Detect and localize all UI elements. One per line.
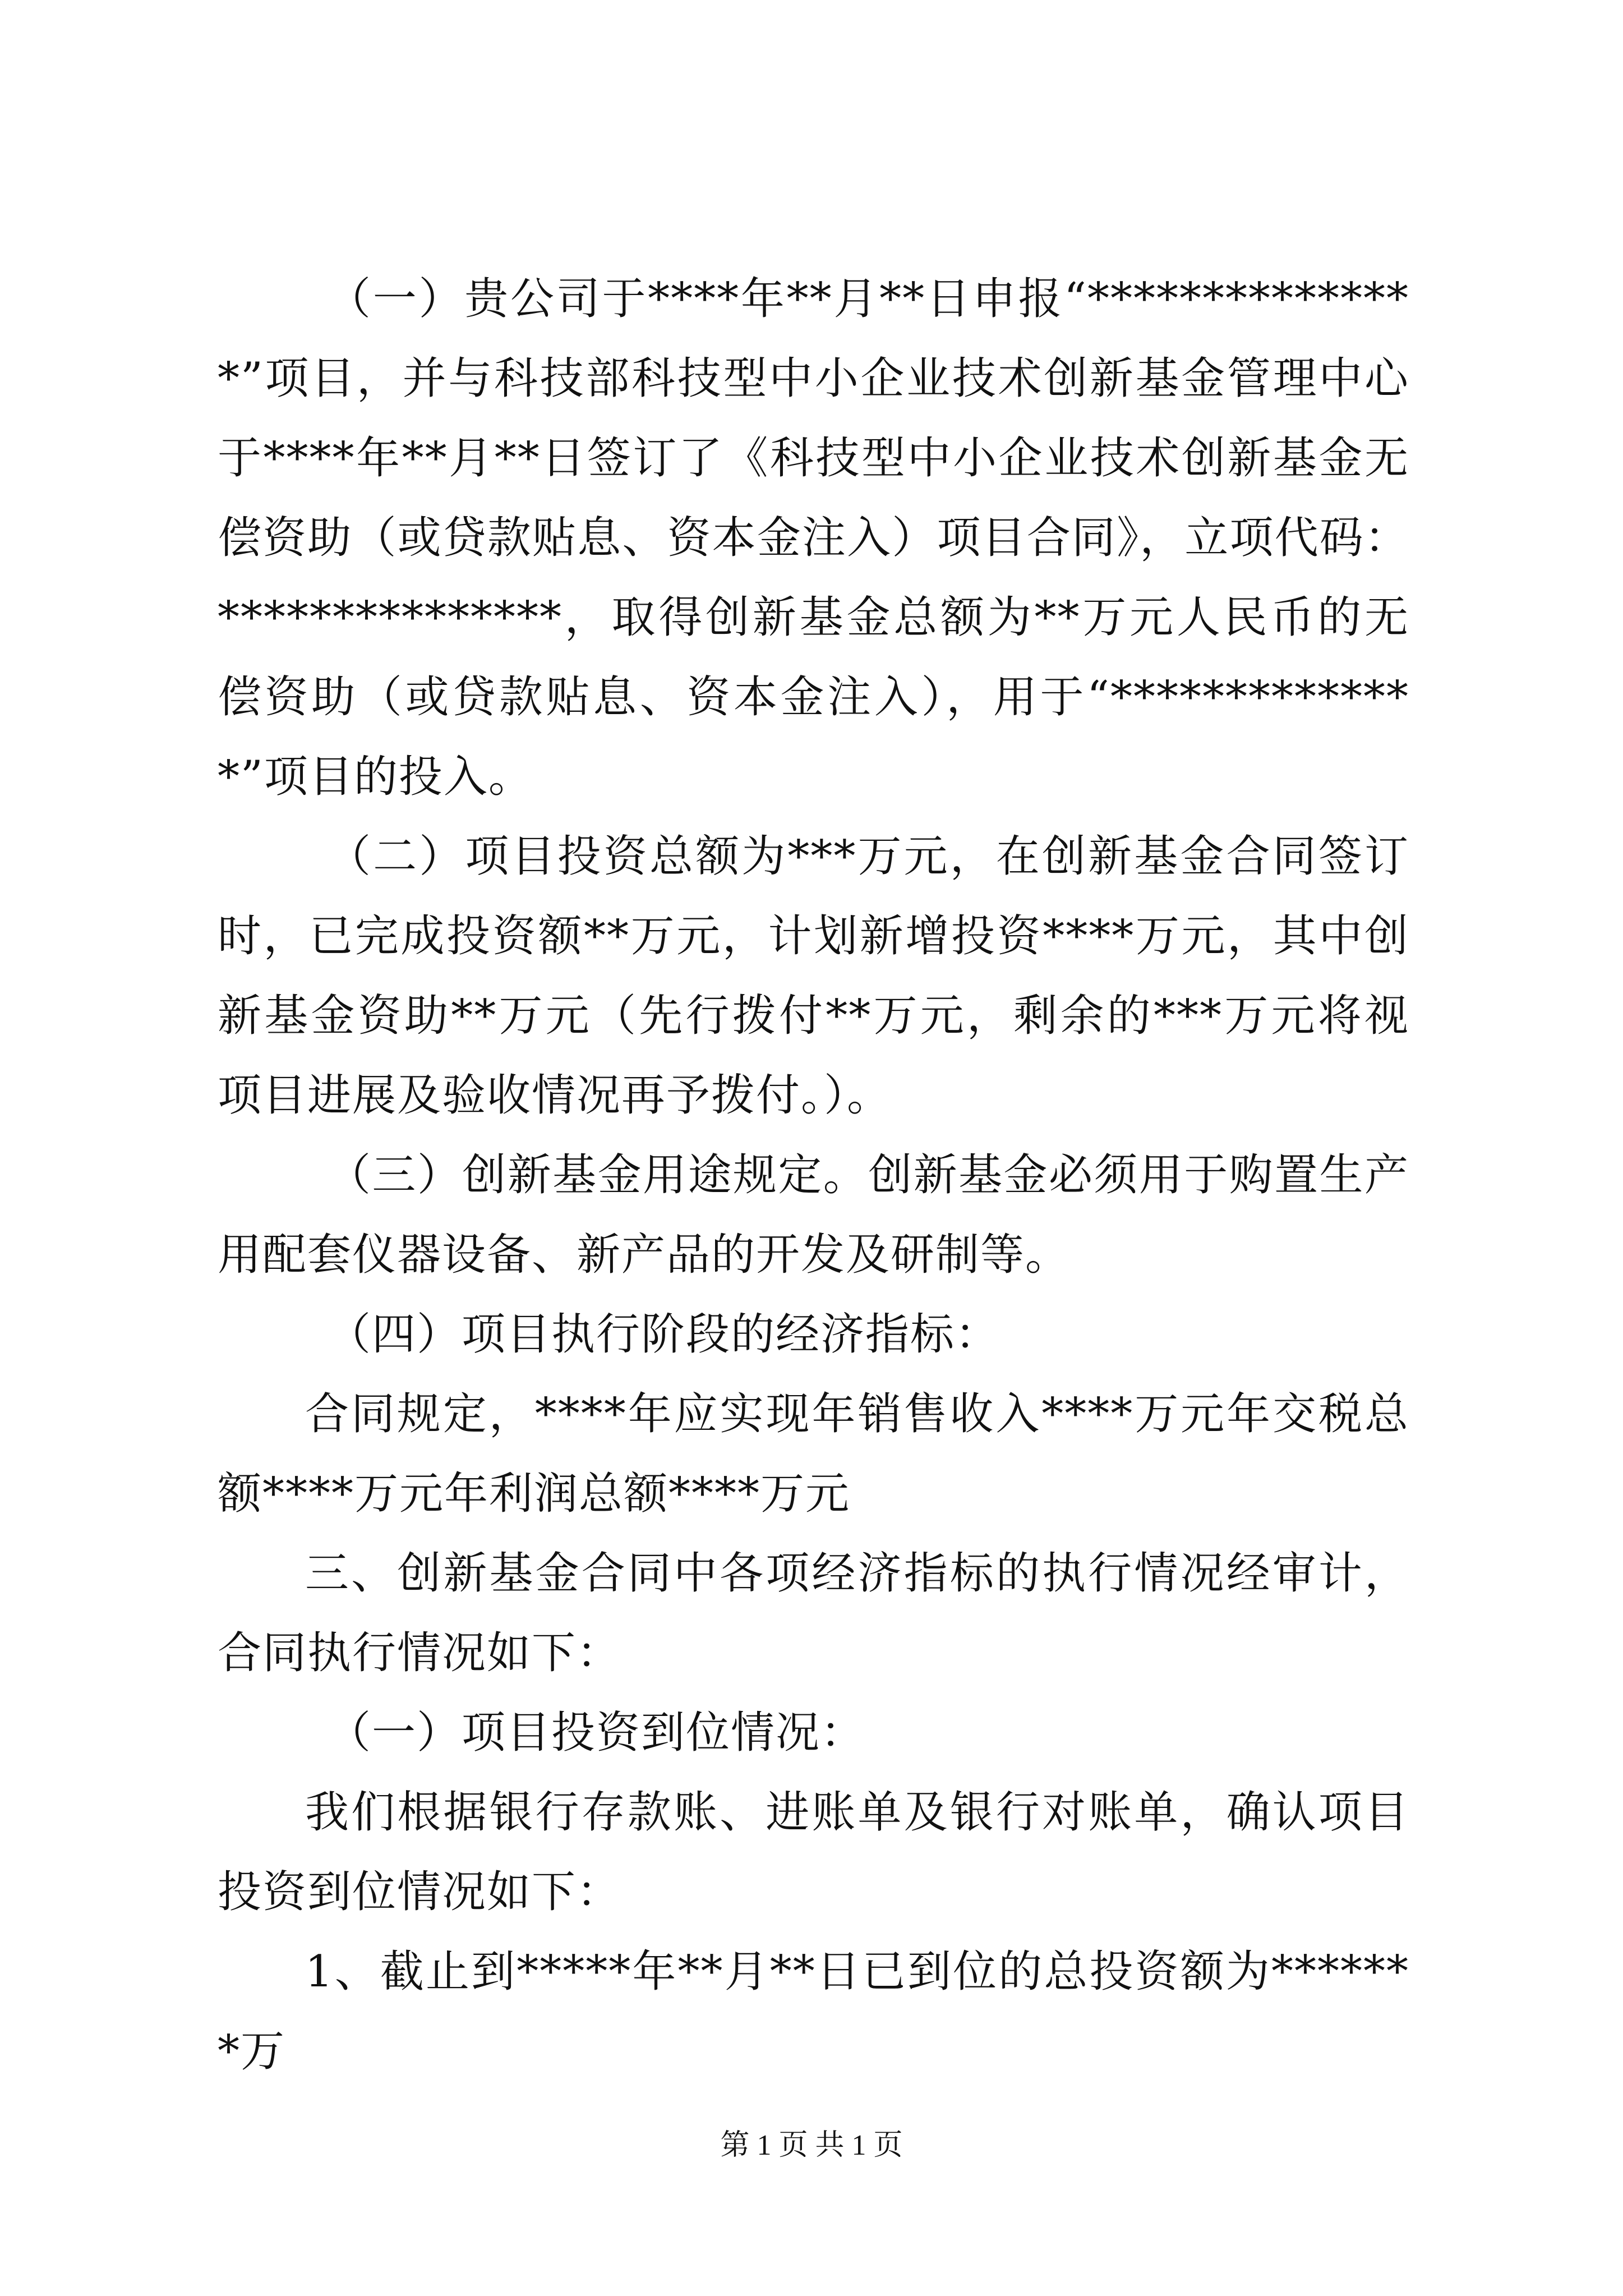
paragraph-economic-indicators-heading: （四）项目执行阶段的经济指标： <box>327 1309 1000 1360</box>
page-number-label: 第 1 页 共 1 页 <box>720 2129 903 2161</box>
paragraph-investment-arrival-heading: （一）项目投资到位情况： <box>327 1708 866 1758</box>
paragraph-project-declaration: （一）贵公司于****年**月**日申报“***************”项目，并与科技部科技型中小企业技术创新基金管理中心于****年**月**日签订了《科技型中小企业技术创新基金无偿资助（或贷款贴息、资本金注入）项目合同》，立项代码：***************，取得创新基金总额为**万元人民币的无偿资助（或贷款贴息、资本金注入），用于“**************”项目的投入。 <box>218 274 1409 802</box>
paragraph-section-three-heading: 三、创新基金合同中各项经济指标的执行情况经审计，合同执行情况如下： <box>218 1548 1409 1678</box>
paragraph-bank-confirmation: 我们根据银行存款账、进账单及银行对账单，确认项目投资到位情况如下： <box>218 1787 1409 1917</box>
document-body <box>218 259 1409 2091</box>
paragraph-fund-usage: （三）创新基金用途规定。创新基金必须用于购置生产用配套仪器设备、新产品的开发及研制等。 <box>218 1150 1409 1280</box>
paragraph-contract-terms: 合同规定，****年应实现年销售收入****万元年交税总额****万元年利润总额****万元 <box>218 1389 1409 1519</box>
page-footer <box>0 2126 1623 2165</box>
paragraph-investment-total: （二）项目投资总额为***万元，在创新基金合同签订时，已完成投资额**万元，计划新增投资****万元，其中创新基金资助**万元（先行拨付**万元，剩余的***万元将视项目进展及验收情况再予拨付。）。 <box>218 831 1409 1121</box>
paragraph-investment-as-of: 1、截止到*****年**月**日已到位的总投资额为*******万 <box>218 1947 1409 2077</box>
